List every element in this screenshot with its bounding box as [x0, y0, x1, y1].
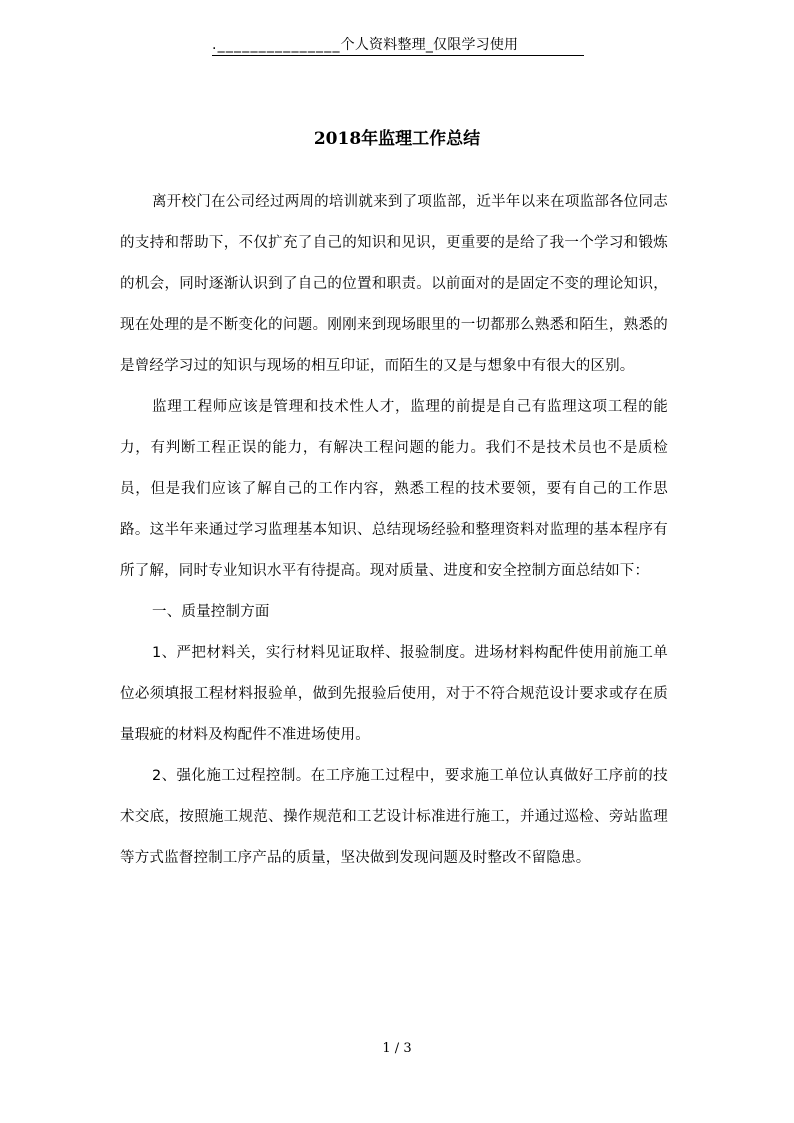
document-title: 2018年监理工作总结 [313, 129, 481, 149]
page-header [212, 34, 584, 56]
header-underline [212, 55, 584, 56]
document-body [120, 182, 668, 879]
header-text: 个人资料整理_仅限学习使用 [340, 37, 519, 53]
paragraph-intro: 离开校门在公司经过两周的培训就来到了项监部，近半年以来在项监部各位同志的支持和帮助下，不仅扩充了自己的知识和见识，更重要的是给了我一个学习和锻炼的机会，同时逐渐认识到了自己的位置和职责。以前面对的是固定不变的理论知识，现在处理的是不断变化的问题。刚刚来到现场眼里的一切都那么熟悉和陌生，熟悉的是曾经学习过的知识与现场的相互印证，而陌生的又是与想象中有很大的区别。 [120, 194, 668, 374]
page-number: 1 / 3 [382, 1041, 412, 1056]
section-heading-quality-control: 一、质量控制方面 [152, 604, 270, 620]
paragraph-process-control: 2、强化施工过程控制。在工序施工过程中，要求施工单位认真做好工序前的技术交底，按照施工规范、操作规范和工艺设计标准进行施工，并通过巡检、旁站监理等方式监督控制工序产品的质量，坚决做到发现问题及时整改不留隐患。 [120, 768, 668, 866]
header-dashes: ._______________ [212, 37, 341, 53]
paragraph-material-control: 1、严把材料关，实行材料见证取样、报验制度。进场材料构配件使用前施工单位必须填报工程材料报验单，做到先报验后使用，对于不符合规范设计要求或存在质量瑕疵的材料及构配件不准进场使用。 [120, 645, 668, 743]
paragraph-supervisor-role: 监理工程师应该是管理和技术性人才，监理的前提是自己有监理这项工程的能力，有判断工程正误的能力，有解决工程问题的能力。我们不是技术员也不是质检员，但是我们应该了解自己的工作内容，熟悉工程的技术要领，要有自己的工作思路。这半年来通过学习监理基本知识、总结现场经验和整理资料对监理的基本程序有所了解，同时专业知识水平有待提高。现对质量、进度和安全控制方面总结如下： [120, 399, 668, 579]
